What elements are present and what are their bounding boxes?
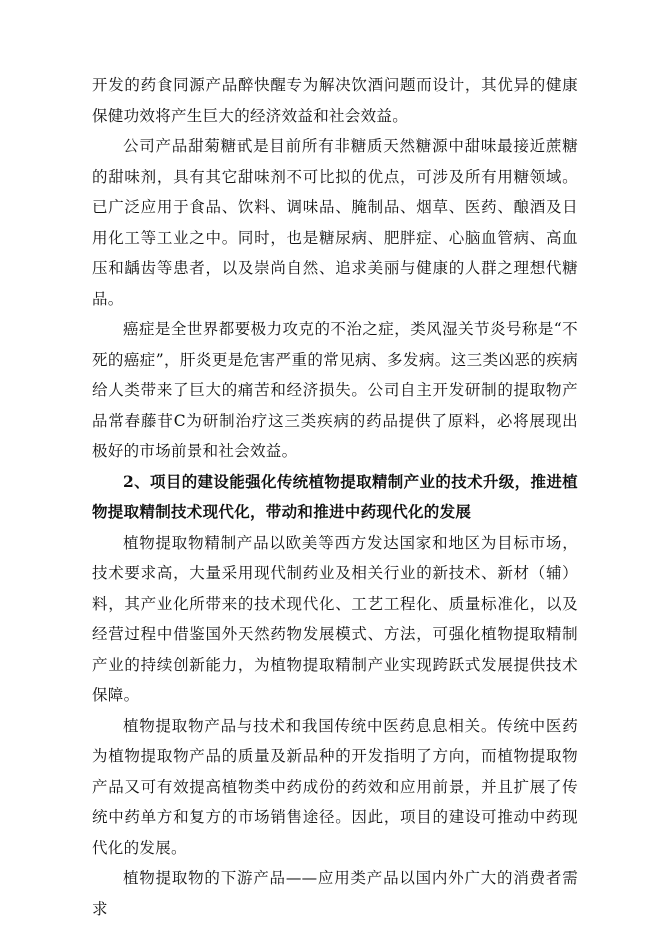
paragraph-1: 开发的药食同源产品醉快醒专为解决饮酒问题而设计，其优异的健康保健功效将产生巨大的经济效益和社会效益。	[92, 76, 578, 125]
paragraph-4: 植物提取物精制产品以欧美等西方发达国家和地区为目标市场，技术要求高，大量采用现代制药业及相关行业的新技术、新材（辅）料，其产业化所带来的技术现代化、工艺工程化、质量标准化，以及经营过程中借鉴国外天然药物发展模式、方法，可强化植物提取精制产业的持续创新能力，为植物提取精制产业实现跨跃式发展提供技术保障。	[92, 533, 578, 704]
paragraph-3: 癌症是全世界都要极力攻克的不治之症，类风湿关节炎号称是“不死的癌症”，肝炎更是危害严重的常见病、多发病。这三类凶恶的疾病给人类带来了巨大的痛苦和经济损失。公司自主开发研制的提取物产品常春藤苷C为研制治疗这三类疾病的药品提供了原料，必将展现出极好的市场前景和社会效益。	[92, 320, 578, 460]
paragraph-5: 植物提取物产品与技术和我国传统中医药息息相关。传统中医药为植物提取物产品的质量及新品种的开发指明了方向，而植物提取物产品又可有效提高植物类中药成份的药效和应用前景，并且扩展了传统中药单方和复方的市场销售途径。因此，项目的建设可推动中药现代化的发展。	[92, 716, 578, 857]
paragraph-6: 植物提取物的下游产品——应用类产品以国内外广大的消费者需求	[92, 869, 578, 918]
paragraph-2: 公司产品甜菊糖甙是目前所有非糖质天然糖源中甜味最接近蔗糖的甜味剂，具有其它甜味剂不可比拟的优点，可涉及所有用糖领域。已广泛应用于食品、饮料、调味品、腌制品、烟草、医药、酿酒及日用化工等工业之中。同时，也是糖尿病、肥胖症、心脑血管病、高血压和龋齿等患者，以及崇尚自然、追求美丽与健康的人群之理想代糖品。	[92, 137, 578, 308]
section-heading: 2、项目的建设能强化传统植物提取精制产业的技术升级，推进植物提取精制技术现代化，带动和推进中药现代化的发展	[92, 471, 578, 521]
document-page	[92, 70, 578, 924]
